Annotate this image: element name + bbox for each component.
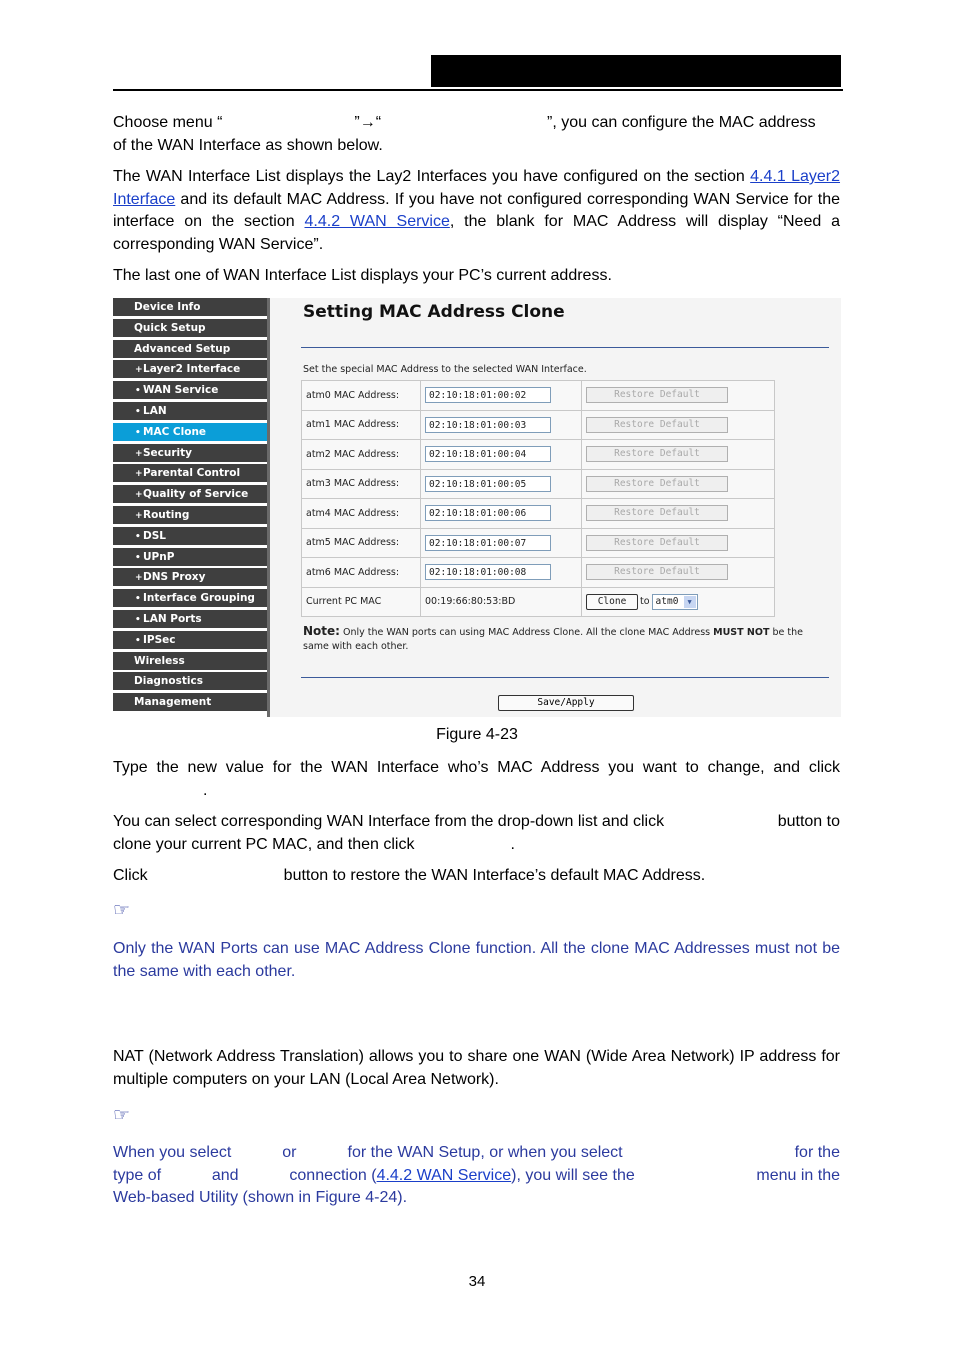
- sidebar-item-label: DNS Proxy: [143, 571, 206, 584]
- note2-l2d: ), you will see the: [511, 1166, 635, 1184]
- sidebar-item-label: Device Info: [134, 301, 201, 313]
- note-bold: MUST NOT: [713, 627, 770, 638]
- mac-cell: [421, 558, 582, 588]
- sidebar-item-label: Management: [134, 696, 212, 709]
- mac-address-input[interactable]: 02:10:18:01:00:03: [425, 417, 551, 433]
- page-title: Setting MAC Address Clone: [303, 302, 565, 322]
- figure-caption: Figure 4-23: [436, 726, 518, 743]
- note-text: [303, 624, 831, 654]
- content-panel: [270, 298, 841, 717]
- sidebar-item-advanced-setup[interactable]: [113, 340, 267, 359]
- table-row: [302, 440, 775, 470]
- mac-label: atm3 MAC Address:: [302, 469, 421, 499]
- sidebar-item-label: Interface Grouping: [143, 592, 255, 605]
- para6-click: Click: [113, 867, 148, 884]
- note2-l2c: connection (: [289, 1166, 377, 1184]
- sidebar-item-label: DSL: [143, 529, 166, 542]
- bottom-divider: [301, 677, 829, 678]
- table-row: [302, 558, 775, 588]
- sidebar-item-diagnostics[interactable]: [113, 672, 267, 691]
- sidebar-item-ipsec[interactable]: [113, 631, 267, 650]
- sidebar-item-label: LAN: [143, 405, 167, 417]
- restore-paragraph: [113, 865, 840, 888]
- sidebar-item-label: IPSec: [143, 633, 176, 646]
- mac-address-input[interactable]: 02:10:18:01:00:06: [425, 505, 551, 521]
- para4-line2: .: [203, 781, 208, 799]
- clone-cell: [582, 587, 775, 617]
- link-layer2-interface[interactable]: 4.4.1 Layer2 Interface: [113, 168, 841, 208]
- clone-button[interactable]: Clone: [586, 594, 638, 610]
- note2-l2e: menu in the: [756, 1166, 840, 1184]
- nav-bullet-icon: •: [135, 594, 141, 605]
- mac-label: atm0 MAC Address:: [302, 381, 421, 411]
- intro-line2: of the WAN Interface as shown below.: [113, 136, 383, 154]
- restore-cell: [582, 499, 775, 529]
- mac-address-table: [301, 380, 775, 617]
- note2-l1d: for the: [794, 1144, 840, 1161]
- sidebar-item-interface-grouping[interactable]: [113, 589, 267, 608]
- restore-cell: [582, 528, 775, 558]
- restore-default-button[interactable]: Restore Default: [586, 476, 728, 492]
- para2-text2: and its default MAC Address. If you have not configured corresponding WAN Service for the interface on the section: [113, 190, 840, 230]
- para2-text3: , the blank for MAC Address will display “Need a corresponding WAN Service”.: [113, 213, 840, 253]
- sidebar-item-upnp[interactable]: [113, 548, 267, 567]
- nav-bullet-icon: •: [135, 407, 141, 417]
- sidebar-item-quality-of-service[interactable]: [113, 485, 267, 504]
- link-wan-service-2[interactable]: 4.4.2 WAN Service: [376, 1166, 512, 1184]
- note2-l2a: type of: [113, 1166, 162, 1184]
- sidebar-item-label: WAN Service: [143, 384, 219, 397]
- sidebar-item-mac-clone[interactable]: [113, 423, 267, 442]
- note-text1: Only the WAN ports can using MAC Address Clone. All the clone MAC Address: [339, 627, 714, 638]
- sidebar-item-wireless[interactable]: [113, 652, 267, 671]
- para5-line1b: button to: [777, 813, 840, 830]
- mac-label: atm2 MAC Address:: [302, 440, 421, 470]
- sidebar-item-lan-ports[interactable]: [113, 610, 267, 629]
- nav-bullet-icon: +: [135, 573, 143, 584]
- sidebar-item-label: Wireless: [134, 654, 185, 667]
- sidebar-item-management[interactable]: [113, 693, 267, 712]
- current-pc-label: Current PC MAC: [302, 587, 421, 617]
- current-pc-value: 00:19:66:80:53:BD: [421, 587, 582, 617]
- sidebar-item-parental-control[interactable]: [113, 464, 267, 483]
- table-row: [302, 469, 775, 499]
- restore-default-button[interactable]: Restore Default: [586, 446, 728, 462]
- mac-address-input[interactable]: 02:10:18:01:00:08: [425, 564, 551, 580]
- sidebar-item-label: Routing: [143, 509, 190, 521]
- sidebar-item-label: Advanced Setup: [134, 342, 231, 355]
- nav-bullet-icon: •: [135, 552, 141, 563]
- to-label: to: [640, 596, 650, 608]
- chevron-down-icon: ▼: [684, 596, 696, 608]
- restore-cell: [582, 410, 775, 440]
- restore-default-button[interactable]: Restore Default: [586, 564, 728, 580]
- wan-list-paragraph: [113, 166, 840, 256]
- intro-choose-prefix: Choose menu “: [113, 114, 223, 131]
- restore-cell: [582, 558, 775, 588]
- mac-label: atm1 MAC Address:: [302, 410, 421, 440]
- sidebar-item-label: Security: [143, 446, 193, 459]
- nav-bullet-icon: •: [135, 386, 141, 397]
- sidebar-item-layer2-interface[interactable]: [113, 360, 267, 379]
- para5-line1a: You can select corresponding WAN Interface from the drop-down list and click: [113, 813, 665, 830]
- nav-bullet-icon: •: [135, 635, 141, 646]
- note-label: Note:: [303, 624, 340, 638]
- table-row: [302, 381, 775, 411]
- sidebar-item-dsl[interactable]: [113, 527, 267, 546]
- note2-l3: Web-based Utility (shown in Figure 4-24).: [113, 1189, 408, 1206]
- sidebar-item-label: Quality of Service: [143, 488, 249, 501]
- link-wan-service[interactable]: 4.4.2 WAN Service: [304, 213, 450, 230]
- sidebar-item-label: MAC Clone: [143, 425, 207, 438]
- pointing-hand-icon: ☞: [113, 1104, 131, 1126]
- sidebar-item-label: UPnP: [143, 550, 175, 563]
- restore-default-button[interactable]: Restore Default: [586, 417, 728, 433]
- mac-cell: [421, 469, 582, 499]
- note2-l1a: When you select: [113, 1144, 232, 1161]
- intro-paragraph: [113, 112, 840, 157]
- restore-cell: [582, 440, 775, 470]
- note-paragraph-2: [113, 1142, 840, 1210]
- mac-label: atm4 MAC Address:: [302, 499, 421, 529]
- wan-interface-select[interactable]: [652, 594, 698, 610]
- restore-default-button[interactable]: Restore Default: [586, 535, 728, 551]
- mac-cell: [421, 528, 582, 558]
- sidebar-item-security[interactable]: [113, 444, 267, 463]
- type-new-value-paragraph: [113, 757, 840, 802]
- table-row: [302, 410, 775, 440]
- sidebar-item-lan[interactable]: [113, 402, 267, 421]
- nav-bullet-icon: •: [135, 615, 141, 625]
- sidebar-item-device-info[interactable]: [113, 298, 267, 317]
- nav-bullet-icon: +: [135, 448, 143, 459]
- sidebar-item-label: Quick Setup: [134, 321, 206, 334]
- note-text2: be the same with each other.: [303, 627, 803, 652]
- table-row: [302, 528, 775, 558]
- note-paragraph-1: Only the WAN Ports can use MAC Address Clone function. All the clone MAC Addresses must not be the same with each other.: [113, 940, 840, 980]
- para4-line1: Type the new value for the WAN Interface who’s MAC Address you want to change, and click: [113, 759, 840, 776]
- mac-label: atm6 MAC Address:: [302, 558, 421, 588]
- nav-bullet-icon: +: [135, 511, 143, 521]
- sidebar-item-label: Diagnostics: [134, 675, 203, 688]
- nav-bullet-icon: •: [135, 531, 141, 542]
- mac-cell: [421, 381, 582, 411]
- page-description: Set the special MAC Address to the selected WAN Interface.: [303, 364, 587, 375]
- last-one-paragraph: The last one of WAN Interface List displays your PC’s current address.: [113, 267, 612, 284]
- mac-address-input[interactable]: 02:10:18:01:00:05: [425, 476, 551, 492]
- sidebar-item-label: Layer2 Interface: [143, 363, 241, 376]
- para5-line2a: clone your current PC MAC, and then click: [113, 835, 415, 853]
- para6-rest: button to restore the WAN Interface’s default MAC Address.: [283, 867, 706, 884]
- restore-cell: [582, 381, 775, 411]
- nat-paragraph: NAT (Network Address Translation) allows you to share one WAN (Wide Area Network) IP address for multiple computers on your LAN (Local Area Network).: [113, 1048, 840, 1088]
- table-row: [302, 587, 775, 617]
- restore-default-button[interactable]: Restore Default: [586, 387, 728, 403]
- restore-default-button[interactable]: Restore Default: [586, 505, 728, 521]
- note2-l1b: or: [282, 1144, 297, 1161]
- title-divider: [301, 347, 829, 348]
- sidebar-item-label: LAN Ports: [143, 613, 202, 625]
- nav-bullet-icon: +: [135, 490, 143, 501]
- nav-bullet-icon: +: [135, 469, 143, 480]
- nav-bullet-icon: •: [135, 427, 141, 438]
- sidebar-nav: [113, 298, 269, 717]
- sidebar-item-dns-proxy[interactable]: [113, 568, 267, 587]
- sidebar-item-label: Parental Control: [143, 467, 241, 480]
- note2-l1c: for the WAN Setup, or when you select: [347, 1144, 623, 1161]
- nav-bullet-icon: +: [135, 365, 143, 376]
- pointing-hand-icon: ☞: [113, 899, 131, 921]
- select-value: atm0: [655, 595, 679, 607]
- para2-text1: The WAN Interface List displays the Lay2 Interfaces you have configured on the section: [113, 168, 751, 185]
- header-bar: [431, 55, 841, 87]
- table-row: [302, 499, 775, 529]
- para5-line2b: .: [510, 835, 515, 853]
- mac-cell: [421, 410, 582, 440]
- sidebar-item-quick-setup[interactable]: [113, 319, 267, 338]
- sidebar-item-routing[interactable]: [113, 506, 267, 525]
- page-number: 34: [468, 1273, 486, 1290]
- intro-arrow: ”→“: [354, 114, 382, 131]
- restore-cell: [582, 469, 775, 499]
- header-rule: [113, 89, 843, 91]
- mac-cell: [421, 440, 582, 470]
- note2-l2b: and: [211, 1166, 239, 1184]
- router-screenshot: [113, 298, 841, 717]
- intro-choose-suffix: ”, you can configure the MAC address: [547, 114, 816, 131]
- save-apply-button[interactable]: Save/Apply: [498, 695, 634, 711]
- sidebar-item-wan-service[interactable]: [113, 381, 267, 400]
- select-wan-paragraph: [113, 811, 840, 856]
- mac-label: atm5 MAC Address:: [302, 528, 421, 558]
- mac-address-input[interactable]: 02:10:18:01:00:07: [425, 535, 551, 551]
- mac-address-input[interactable]: 02:10:18:01:00:04: [425, 446, 551, 462]
- mac-address-input[interactable]: 02:10:18:01:00:02: [425, 387, 551, 403]
- mac-cell: [421, 499, 582, 529]
